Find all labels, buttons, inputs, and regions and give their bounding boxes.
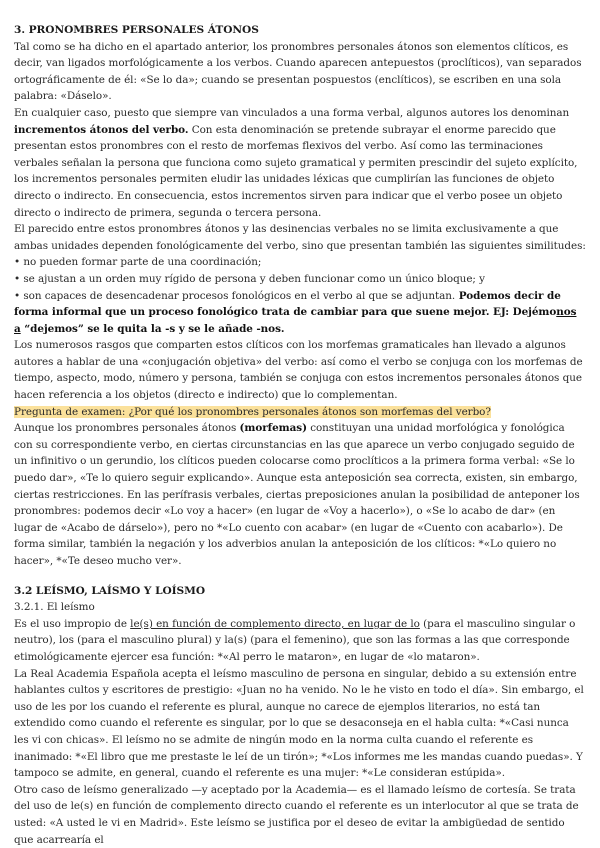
list-item: • no pueden formar parte de una coordinación; (14, 254, 586, 271)
list-item: • se ajustan a un orden muy rígido de persona y deben funcionar como un único bloque; y (14, 271, 586, 288)
list-item: • son capaces de desencadenar procesos fonológicos en el verbo al que se adjuntan. Podemos decir de forma informal que un proceso fonológico trata de cambiar para que suene mejor. EJ: Dejémonos a “dejemos” se le quita la -s y se le añade -nos. (14, 288, 586, 338)
highlighted-question: Pregunta de examen: ¿Por qué los pronombres personales átonos son morfemas del verbo? (14, 405, 491, 418)
paragraph: Los numerosos rasgos que comparten estos clíticos con los morfemas gramaticales han llevado a algunos autores a hablar de una «conjugación objetiva» del verbo: así como el verbo se conjuga con los morfemas de tiempo, aspecto, modo, número y persona, también se conjuga con estos incrementos personales átonos que hacen referencia a los objetos (directo e indirecto) que lo complementan. (14, 339, 583, 402)
paragraph: La Real Academia Española acepta el leísmo masculino de persona en singular, debido a su extensión entre hablantes cultos y escritores de prestigio: «Juan no ha venido. No le he visto en todo el día». Sin embargo, el uso de les por los cuando el referente es plural, aunque no carece de ejemplos literarios, no está tan extendido como cuando el referente es singular, por lo que se desaconseja en el habla culta: *«Casi nunca les vi con chicas». El leísmo no se admite de ningún modo en la norma culta cuando el referente es inanimado: *«El libro que me prestaste le leí de un tirón»; *«Los informes me les mandas cuando puedas». Y tampoco se admite, en general, cuando el referente es una mujer: *«Le consideran estúpida». (14, 667, 584, 780)
section-title-pronombres: 3. PRONOMBRES PERSONALES ÁTONOS (14, 24, 259, 36)
similarities-list (14, 254, 586, 337)
paragraph: Es el uso impropio de le(s) en función de complemento directo, en lugar de lo (para el masculino singular o neutro), los (para el masculino plural) y la(s) (para el femenino), que son las formas a las que corresponde etimológicamente ejercer esa función: *«Al perro le mataron», en lugar de «lo mataron». (14, 617, 576, 663)
underlined-definition: le(s) en función de complemento directo, en lugar de lo (130, 617, 420, 630)
subsection-title: 3.2.1. El leísmo (14, 601, 95, 614)
section-title-leismo: 3.2 LEÍSMO, LAÍSMO Y LOÍSMO (14, 584, 206, 597)
paragraph: Otro caso de leísmo generalizado —y aceptado por la Academia— es el llamado leísmo de cortesía. Se trata del uso de le(s) en función de complemento directo cuando el referente es un interlocutor al que se trata de usted: «A usted le vi en Madrid». Este leísmo se justifica por el deseo de evitar la ambigüedad de sentido que acarrearía el (14, 783, 579, 846)
bold-term: (morfemas) (239, 422, 307, 435)
paragraph: Tal como se ha dicho en el apartado anterior, los pronombres personales átonos son elementos clíticos, es decir, van ligados morfológicamente a los verbos. Cuando aparecen antepuestos (proclíticos), van separados ortográficamente de él: «Se lo da»; cuando se presentan pospuestos (enclíticos), se escriben en una sola palabra: «Dáselo». (14, 40, 582, 103)
exam-question (14, 404, 586, 421)
paragraph: El parecido entre estos pronombres átonos y las desinencias verbales no se limita exclusivamente a que ambas unidades dependen fonológicamente del verbo, sino que presentan también las siguientes similitudes: (14, 223, 586, 252)
paragraph: Aunque los pronombres personales átonos (morfemas) constituyan una unidad morfológica y fonológica con su correspondiente verbo, en ciertas circunstancias en las que aparece un verbo conjugado seguido de un infinitivo o un gerundio, los clíticos pueden colocarse como proclíticos a la primera forma verbal: «Se lo puedo dar», «Te lo quiero seguir explicando». Aunque esta anteposición sea correcta, existen, sin embargo, ciertas restricciones. En las perífrasis verbales, ciertas preposiciones anulan la posibilidad de anteponer los pronombres: podemos decir «Lo voy a hacer» (en lugar de «Voy a hacerlo»), o «Se lo acabo de dar» (en lugar de «Acabo de dárselo»), pero no *«Lo cuento con acabar» (en lugar de «Cuento con acabarlo»). De forma similar, también la negación y los adverbios anulan la anteposición de los clíticos: *«Lo quiero no hacer», *«Te deseo mucho ver». (14, 422, 580, 567)
bold-note: Podemos decir de forma informal que un proceso fonológico trata de cambiar para que suene mejor. EJ: Dejémonos a “dejemos” se le quita la -s y se le añade -nos. (14, 289, 577, 335)
paragraph: En cualquier caso, puesto que siempre van vinculados a una forma verbal, algunos autores los denominan incrementos átonos del verbo. Con esta denominación se pretende subrayar el enorme parecido que presentan estos pronombres con el resto de morfemas flexivos del verbo. Así como las terminaciones verbales señalan la persona que funciona como sujeto gramatical y permiten prescindir del sujeto explícito, los incrementos personales permiten eludir las unidades léxicas que cumplirían las funciones de objeto directo o indirecto. En consecuencia, estos incrementos sirven para indicar que el verbo posee un objeto directo o indirecto de primera, segunda o tercera persona. (14, 106, 578, 219)
bold-term: incrementos átonos del verbo. (14, 123, 189, 136)
